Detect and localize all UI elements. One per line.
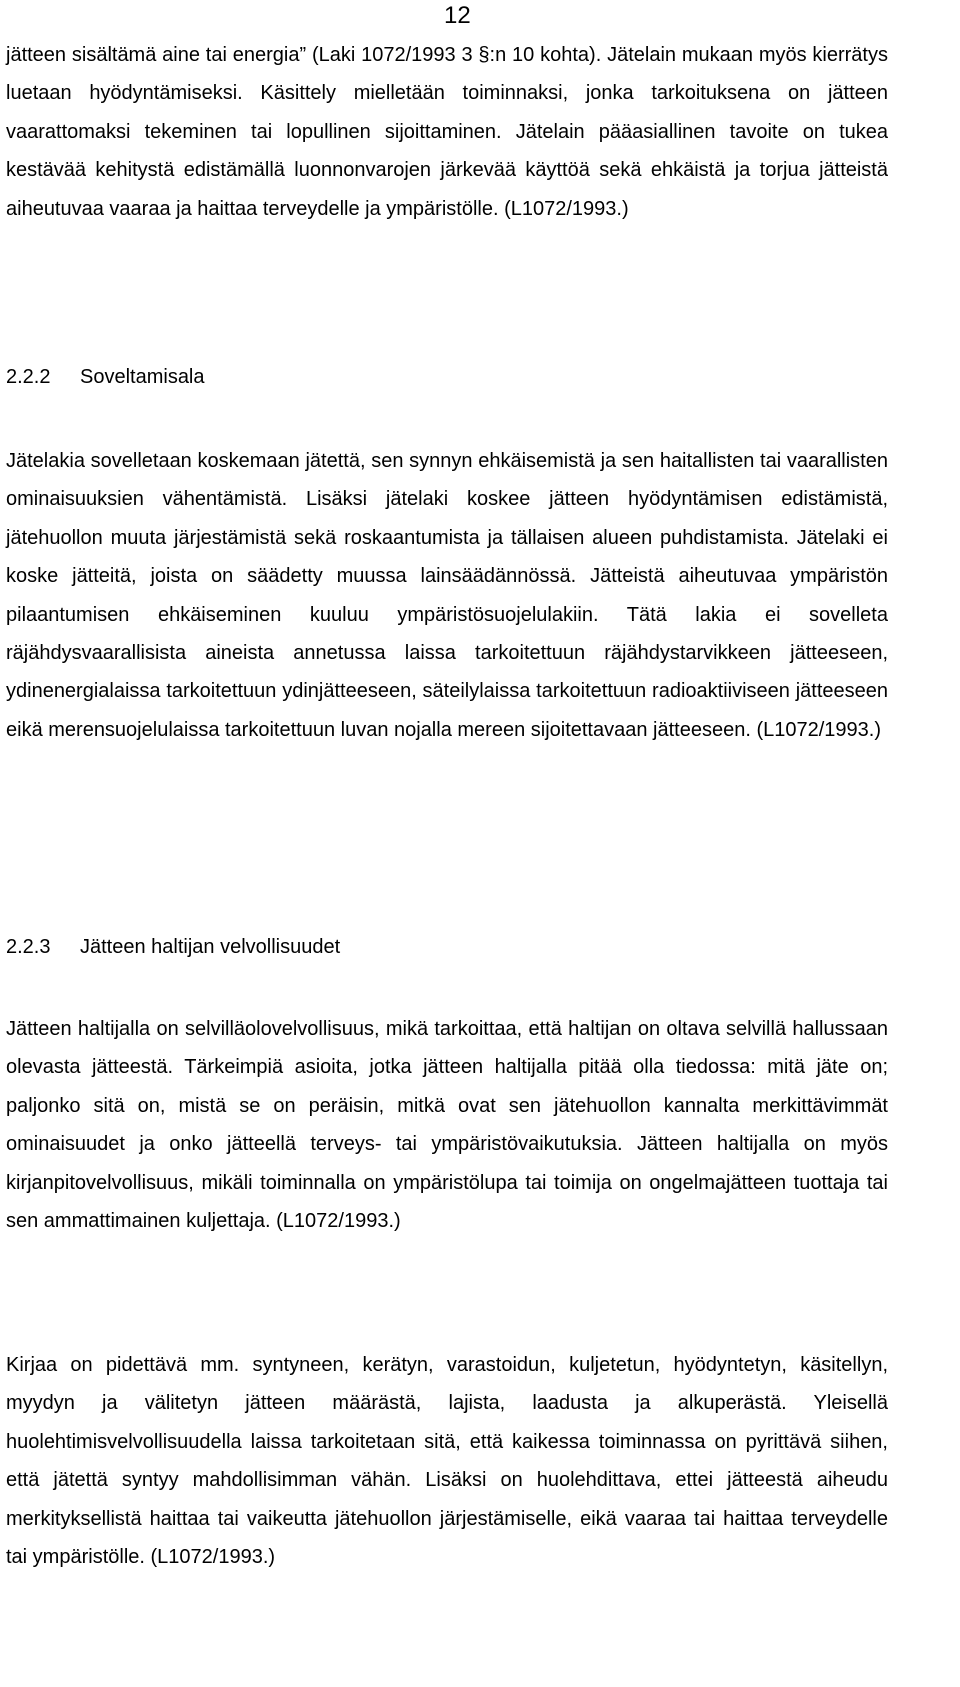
paragraph-kirjanpito <box>6 1346 888 1576</box>
section-number: 2.2.3 <box>6 936 51 958</box>
paragraph-text: Jätteen haltijalla on selvilläolovelvollisuus, mikä tarkoittaa, että haltijan on oltava selvillä hallussaan olevasta jätteestä. Tärkeimpiä asioita, jotka jätteen haltijalla pitää olla tiedossa: mitä jäte on; paljonko sitä on, mistä se on peräisin, mitkä ovat sen jätehuollon kannalta merkittävimmät ominaisuudet ja onko jätteellä terveys- tai ympäristövaikutuksia. Jätteen haltijalla on myös kirjanpitovelvollisuus, mikäli toiminnalla on ympäristölupa tai toimija on ongelmajätteen tuottaja tai sen ammattimainen kuljettaja. (L1072/1993.) <box>6 1018 888 1233</box>
paragraph-text: Jätelakia sovelletaan koskemaan jätettä, sen synnyn ehkäisemistä ja sen haitallisten tai vaarallisten ominaisuuksien vähentämistä. Lisäksi jätelaki koskee jätteen hyödyntämisen edistämistä, jätehuollon muuta järjestämistä sekä roskaantumista ja tällaisen alueen puhdistamista. Jätelaki ei koske jätteitä, joista on säädetty muussa lainsäädännössä. Jätteistä aiheutuvaa ympäristön pilaantumisen ehkäiseminen kuuluu ympäristösuojelulakiin. Tätä lakia ei sovelleta räjähdysvaarallisista aineista annetussa laissa tarkoitettuun räjähdystarvikkeen jätteeseen, ydinenergialaissa tarkoitettuun ydinjätteeseen, säteilylaissa tarkoitettuun radioaktiiviseen jätteeseen eikä merensuojelulaissa tarkoitettuun luvan nojalla mereen sijoitettavaan jätteeseen. (L1072/1993.) <box>6 450 888 741</box>
paragraph-text: Kirjaa on pidettävä mm. syntyneen, kerätyn, varastoidun, kuljetetun, hyödyntetyn, käsitellyn, myydyn ja välitetyn jätteen määrästä, lajista, laadusta ja alkuperästä. Yleisellä huolehtimisvelvollisuudella laissa tarkoitetaan sitä, että kaikessa toiminnassa on pyrittävä siihen, että jätettä syntyy mahdollisimman vähän. Lisäksi on huolehdittava, ettei jätteestä aiheudu merkityksellistä haittaa tai vaikeutta jätehuollon järjestämiselle, eikä vaaraa tai haittaa terveydelle tai ympäristölle. (L1072/1993.) <box>6 1354 888 1569</box>
section-heading-2-2-3 <box>6 932 340 962</box>
section-title: Soveltamisala <box>80 366 205 388</box>
section-title: Jätteen haltijan velvollisuudet <box>80 936 341 958</box>
section-number: 2.2.2 <box>6 366 51 388</box>
paragraph-text: jätteen sisältämä aine tai energia” (Laki 1072/1993 3 §:n 10 kohta). Jätelain mukaan myös kierrätys luetaan hyödyntämiseksi. Käsittely mielletään toiminnaksi, jonka tarkoituksena on jätteen vaarattomaksi tekeminen tai lopullinen sijoittaminen. Jätelain pääasiallinen tavoite on tukea kestävää kehitystä edistämällä luonnonvarojen järkevää käyttöä sekä ehkäistä ja torjua jätteistä aiheutuvaa vaaraa ja haittaa terveydelle ja ympäristölle. (L1072/1993.) <box>6 44 888 220</box>
page-number: 12 <box>444 2 471 29</box>
paragraph-intro <box>6 36 888 228</box>
section-heading-2-2-2 <box>6 362 205 392</box>
paragraph-velvollisuudet <box>6 1010 888 1240</box>
paragraph-soveltamisala <box>6 442 888 749</box>
